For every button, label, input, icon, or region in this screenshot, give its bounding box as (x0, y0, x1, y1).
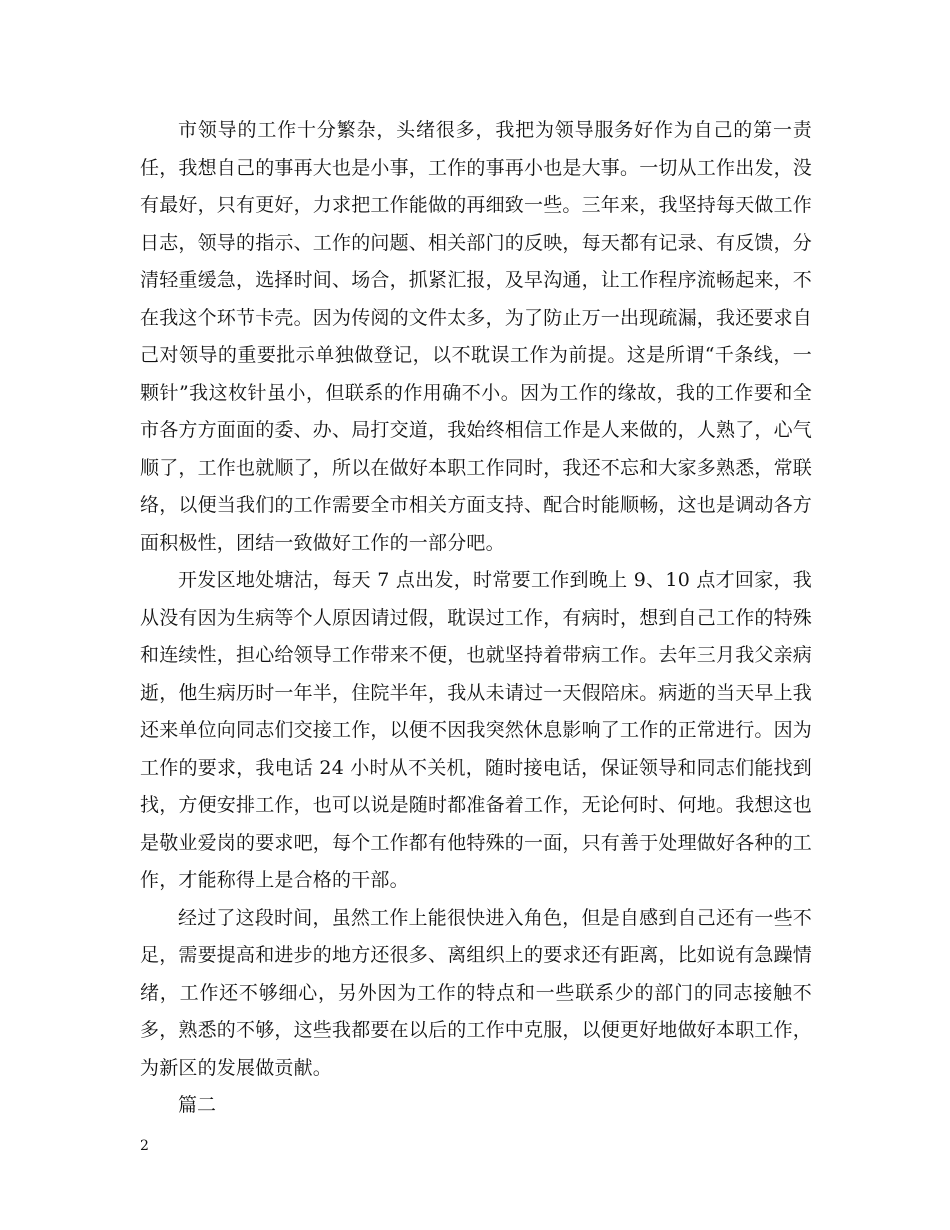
section-heading: 篇二 (178, 1094, 217, 1116)
paragraph-1: 市领导的工作十分繁杂，头绪很多，我把为领导服务好作为自己的第一责任，我想自己的事再大也是小事，工作的事再小也是大事。一切从工作出发，没有最好，只有更好，力求把工作能做的再细致一些。三年来，我坚持每天做工作日志，领导的指示、工作的问题、相关部门的反映，每天都有记录、有反馈，分清轻重缓急，选择时间、场合，抓紧汇报，及早沟通，让工作程序流畅起来，不在我这个环节卡壳。因为传阅的文件太多，为了防止万一出现疏漏，我还要求自己对领导的重要批示单独做登记，以不耽误工作为前提。这是所谓“千条线，一颗针”我这枚针虽小，但联系的作用确不小。因为工作的缘故，我的工作要和全市各方方面面的委、办、局打交道，我始终相信工作是人来做的，人熟了，心气顺了，工作也就顺了，所以在做好本职工作同时，我还不忘和大家多熟悉，常联络，以便当我们的工作需要全市相关方面支持、配合时能顺畅，这也是调动各方面积极性，团结一致做好工作的一部分吧。 (140, 119, 813, 554)
paragraph-2: 开发区地处塘沽，每天 7 点出发，时常要工作到晚上 9、10 点才回家，我从没有因为生病等个人原因请过假，耽误过工作，有病时，想到自己工作的特殊和连续性，担心给领导工作带来不便，也就坚持着带病工作。去年三月我父亲病逝，他生病历时一年半，住院半年，我从未请过一天假陪床。病逝的当天早上我还来单位向同志们交接工作，以便不因我突然休息影响了工作的正常进行。因为工作的要求，我电话 24 小时从不关机，随时接电话，保证领导和同志们能找到找，方便安排工作，也可以说是随时都准备着工作，无论何时、何地。我想这也是敬业爱岗的要求吧，每个工作都有他特殊的一面，只有善于处理做好各种的工作，才能称得上是合格的干部。 (140, 569, 813, 891)
paragraph-3: 经过了这段时间，虽然工作上能很快进入角色，但是自感到自己还有一些不足，需要提高和进步的地方还很多、离组织上的要求还有距离，比如说有急躁情绪，工作还不够细心，另外因为工作的特点和一些联系少的部门的同志接触不多，熟悉的不够，这些我都要在以后的工作中克服，以便更好地做好本职工作，为新区的发展做贡献。 (140, 906, 813, 1079)
body-text (140, 112, 812, 1125)
page-number: 2 (140, 1138, 149, 1154)
